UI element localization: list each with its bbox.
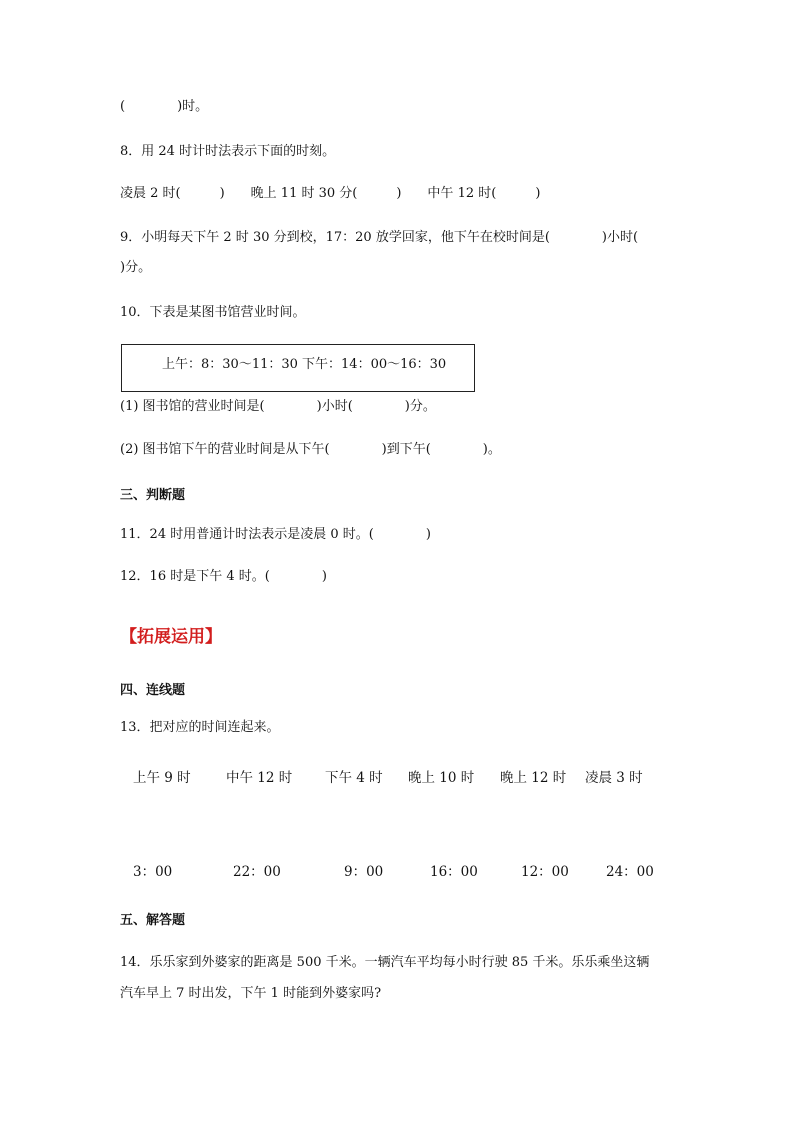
q12: 12．16 时是下午 4 时。( ) [120,569,327,584]
section-matching: 四、连线题 [120,683,186,698]
extension-banner: 【拓展运用】 [120,627,222,647]
q10-part1: (1) 图书馆的营业时间是( )小时( )分。 [120,399,436,414]
q10-prompt: 10．下表是某图书馆营业时间。 [120,305,306,320]
hours-table-text: 上午：8：30～11：30 下午：14：00～16：30 [162,357,447,372]
match-bottom-item: 24：00 [606,864,654,880]
q14-line1: 14．乐乐家到外婆家的距离是 500 千米。一辆汽车平均每小时行驶 85 千米。乐乐乘坐这辆 [120,955,650,970]
match-top-item: 晚上 10 时 [408,770,475,786]
q9-line2: )分。 [120,260,152,275]
section-answers: 五、解答题 [120,913,186,928]
q11: 11．24 时用普通计时法表示是凌晨 0 时。( ) [120,527,431,542]
match-bottom-item: 22：00 [233,864,281,880]
q8-items: 凌晨 2 时( ) 晚上 11 时 30 分( ) 中午 12 时( ) [120,186,541,201]
q7-tail: ( )时。 [120,99,209,114]
hours-table [121,344,475,392]
q13-prompt: 13．把对应的时间连起来。 [120,720,280,735]
match-bottom-item: 12：00 [521,864,569,880]
match-bottom-item: 9：00 [344,864,384,880]
match-top-item: 中午 12 时 [226,770,293,786]
q10-part2: (2) 图书馆下午的营业时间是从下午( )到下午( )。 [120,442,501,457]
section-judgement: 三、判断题 [120,488,186,503]
q14-line2: 汽车早上 7 时出发，下午 1 时能到外婆家吗? [120,986,382,1001]
match-top-item: 下午 4 时 [325,770,383,786]
match-bottom-item: 16：00 [430,864,478,880]
q8-prompt: 8．用 24 时计时法表示下面的时刻。 [120,144,336,159]
match-top-item: 凌晨 3 时 [585,770,643,786]
match-top-item: 上午 9 时 [133,770,191,786]
match-bottom-item: 3：00 [133,864,173,880]
q9-line1: 9．小明每天下午 2 时 30 分到校，17：20 放学回家，他下午在校时间是( )小时( [120,230,639,245]
match-top-item: 晚上 12 时 [500,770,567,786]
